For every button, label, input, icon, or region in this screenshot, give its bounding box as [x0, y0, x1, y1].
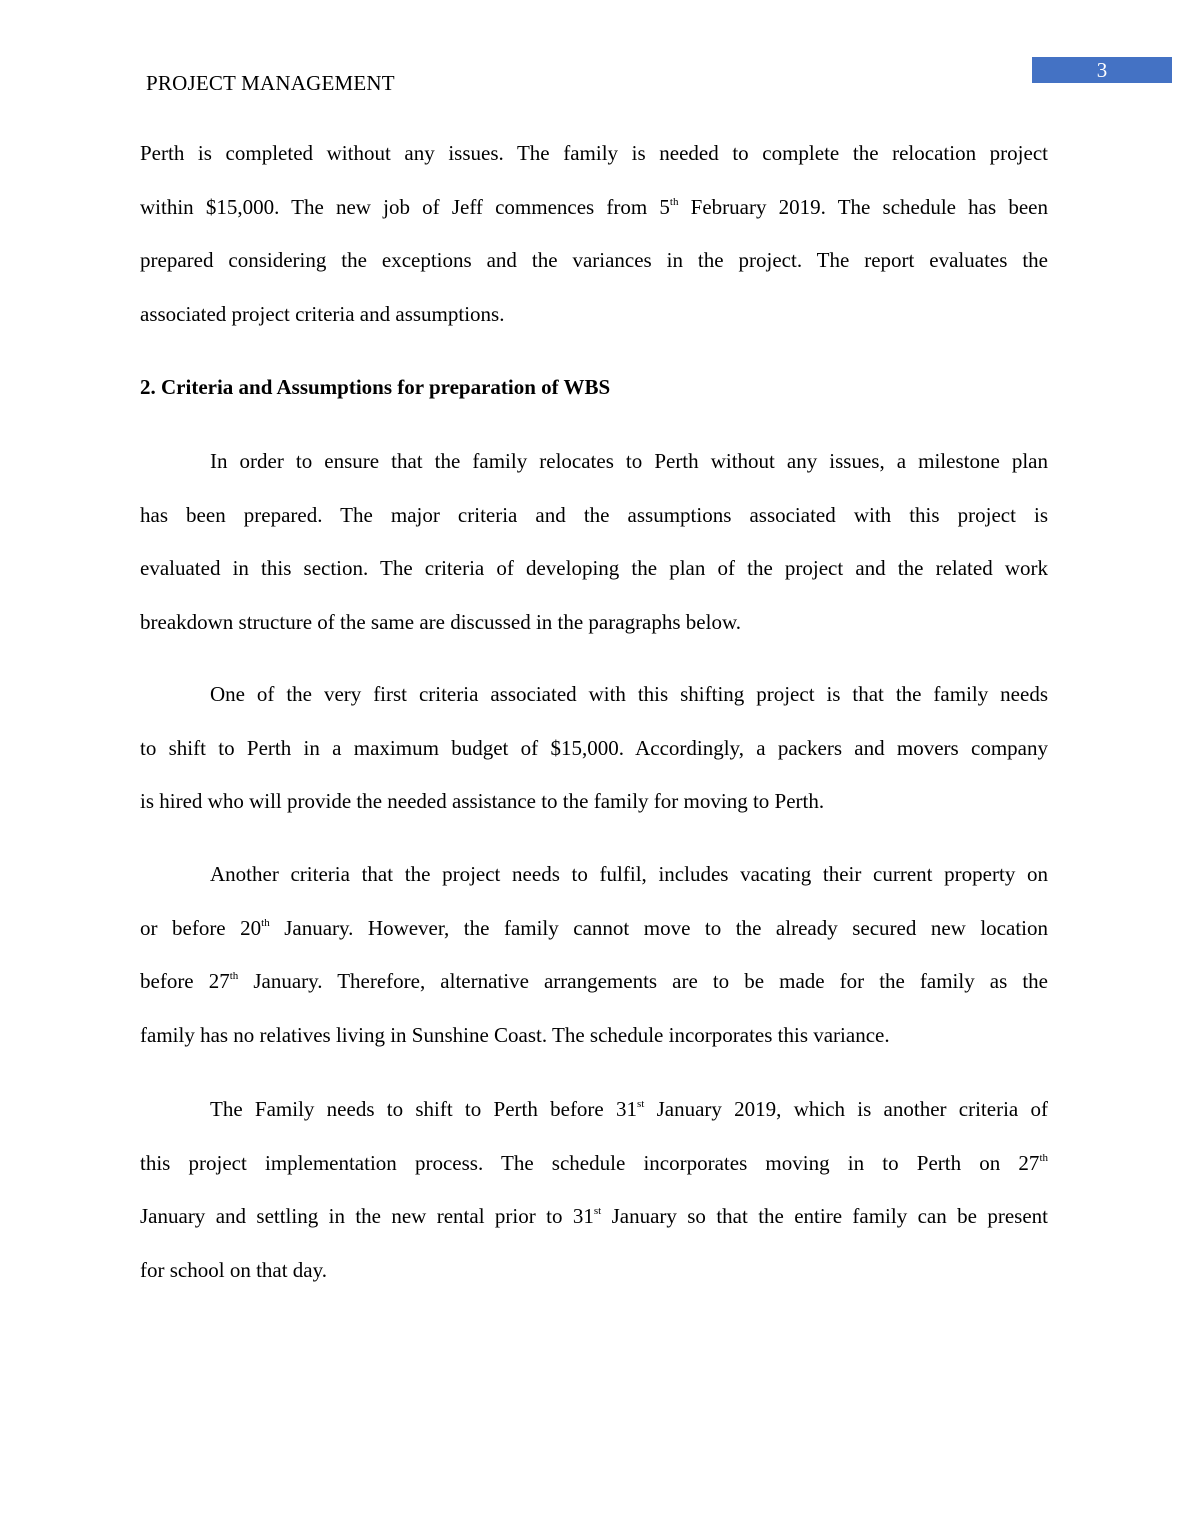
- p3-line-1: Another criteria that the project needs to fulfil, includes vacating their current property on: [210, 862, 1048, 886]
- running-head: PROJECT MANAGEMENT: [146, 71, 395, 95]
- intro-line-2-text: within $15,000. The new job of Jeff commences from 5: [140, 194, 670, 219]
- p4-line-1-rest: January 2019, which is another criteria of: [644, 1097, 1048, 1121]
- superscript: st: [637, 1098, 645, 1110]
- superscript: th: [669, 195, 679, 208]
- paragraph-milestone-plan: [140, 435, 1048, 650]
- p1-line-3: evaluated in this section. The criteria of developing the plan of the project and the related work: [140, 556, 1048, 581]
- intro-line-3: prepared considering the exceptions and the variances in the project. The report evaluates the: [140, 248, 1048, 273]
- paragraph-budget: [140, 668, 1048, 829]
- page-number: 3: [1096, 58, 1108, 82]
- p3-line-3-text: before 27: [140, 969, 230, 994]
- p4-line-3-text: January and settling in the new rental prior to 31: [140, 1204, 594, 1229]
- paragraph-vacating: [140, 848, 1048, 1063]
- section-heading: 2. Criteria and Assumptions for preparation of WBS: [140, 375, 611, 399]
- superscript: th: [1039, 1151, 1048, 1164]
- p3-line-3: [140, 955, 1048, 1009]
- p2-line-3: is hired who will provide the needed assistance to the family for moving to Perth.: [140, 789, 825, 814]
- p4-line-3: [140, 1190, 1048, 1244]
- p4-line-3-rest: January so that the entire family can be present: [601, 1204, 1048, 1229]
- p3-line-3-rest: January. Therefore, alternative arrangements are to be made for the family as the: [238, 969, 1048, 994]
- p2-line-1: One of the very first criteria associated with this shifting project is that the family needs: [210, 682, 1048, 706]
- superscript: th: [261, 916, 270, 929]
- paragraph-school-deadline: [140, 1083, 1048, 1298]
- p3-line-4: family has no relatives living in Sunshine Coast. The schedule incorporates this variance.: [140, 1023, 890, 1048]
- p4-line-2: [140, 1137, 1048, 1191]
- page-number-badge: [1032, 57, 1172, 83]
- intro-line-2-rest: February 2019. The schedule has been: [678, 194, 1048, 219]
- p4-line-4: for school on that day.: [140, 1258, 328, 1283]
- p4-line-1-text: The Family needs to shift to Perth before 31: [210, 1097, 638, 1121]
- p1-line-4: breakdown structure of the same are discussed in the paragraphs below.: [140, 610, 742, 635]
- p3-line-2: [140, 902, 1048, 956]
- superscript: th: [229, 970, 239, 983]
- p4-line-1: [140, 1083, 1048, 1137]
- intro-line-1: Perth is completed without any issues. The family is needed to complete the relocation project: [140, 141, 1048, 165]
- p1-line-2: has been prepared. The major criteria and the assumptions associated with this project is: [140, 502, 1048, 527]
- intro-line-4: associated project criteria and assumptions.: [140, 302, 505, 327]
- p2-line-2: to shift to Perth in a maximum budget of $15,000. Accordingly, a packers and movers company: [140, 735, 1048, 760]
- p4-line-2-text: this project implementation process. The schedule incorporates moving in to Perth on 27: [140, 1150, 1040, 1175]
- p3-line-2-rest: January. However, the family cannot move to the already secured new location: [269, 915, 1048, 940]
- p1-line-1: In order to ensure that the family relocates to Perth without any issues, a milestone plan: [210, 449, 1048, 473]
- intro-line-2: [140, 181, 1048, 235]
- p3-line-2-text: or before 20: [140, 915, 262, 940]
- superscript: st: [593, 1205, 602, 1218]
- intro-paragraph: [140, 127, 1048, 342]
